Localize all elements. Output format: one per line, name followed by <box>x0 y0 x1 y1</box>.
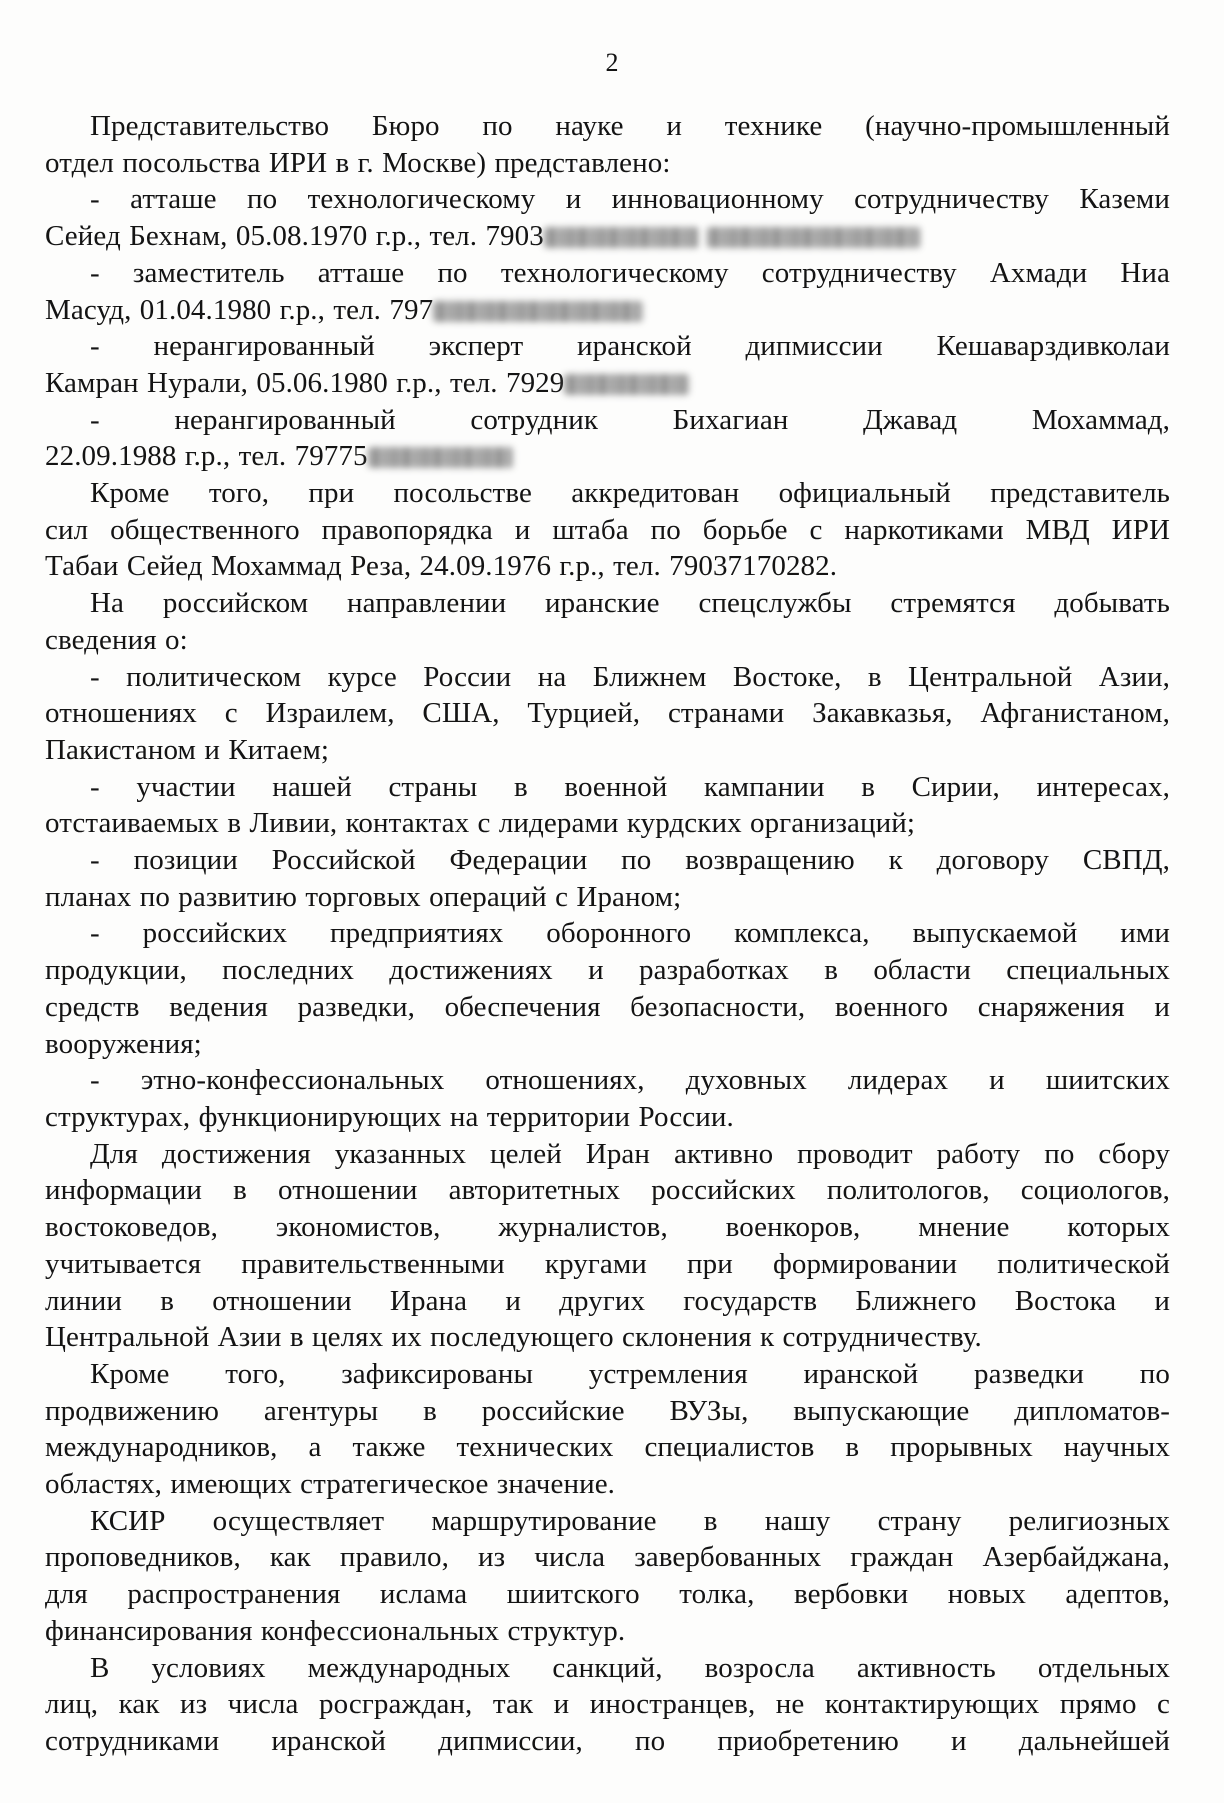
text-line: Для достижения указанных целей Иран активно проводит работу по сбору <box>90 1137 1170 1170</box>
text-line: - этно-конфессиональных отношениях, духовных лидерах и шиитских <box>90 1064 1170 1097</box>
paragraph <box>45 328 1170 401</box>
text-line: продукции, последних достижениях и разработках в области специальных <box>45 954 1170 987</box>
text-line: Масуд, 01.04.1980 г.р., тел. 797 <box>45 292 1170 329</box>
text-line: для распространения ислама шиитского толка, вербовки новых адептов, <box>45 1578 1170 1611</box>
paragraph <box>45 842 1170 915</box>
paragraph <box>45 1356 1170 1503</box>
text-line: 22.09.1988 г.р., тел. 79775 <box>45 438 1170 475</box>
text-line: отдел посольства ИРИ в г. Москве) представлено: <box>45 146 671 179</box>
text-line: востоковедов, экономистов, журналистов, военкоров, мнение которых <box>45 1211 1170 1244</box>
paragraph <box>45 659 1170 769</box>
text-line: отношениях с Израилем, США, Турцией, странами Закавказья, Афганистаном, <box>45 697 1170 730</box>
paragraph <box>45 475 1170 585</box>
text-line: - нерангированный сотрудник Бихагиан Джавад Мохаммад, <box>90 403 1170 436</box>
page-number: 2 <box>605 48 619 77</box>
text-line: проповедников, как правило, из числа завербованных граждан Азербайджана, <box>45 1541 1170 1574</box>
text-line: информации в отношении авторитетных российских политологов, социологов, <box>45 1174 1170 1207</box>
text-line: - заместитель атташе по технологическому сотрудничеству Ахмади Ниа <box>90 256 1170 289</box>
redacted-text <box>564 374 689 395</box>
paragraph <box>45 1503 1170 1650</box>
text-line: - политическом курсе России на Ближнем Востоке, в Центральной Азии, <box>90 660 1170 693</box>
text-line: сведения о: <box>45 623 188 656</box>
paragraph <box>45 769 1170 842</box>
text-line: Сейед Бехнам, 05.08.1970 г.р., тел. 7903 <box>45 218 1170 255</box>
text-line: продвижению агентуры в российские ВУЗы, выпускающие дипломатов- <box>45 1394 1170 1427</box>
redacted-text <box>433 301 643 322</box>
text-line: Кроме того, при посольстве аккредитован официальный представитель <box>90 477 1170 510</box>
text-line: Пакистаном и Китаем; <box>45 733 330 766</box>
text-line: - позиции Российской Федерации по возвращению к договору СВПД, <box>90 844 1170 877</box>
paragraph <box>45 181 1170 254</box>
text-line: отстаиваемых в Ливии, контактах с лидерами курдских организаций; <box>45 807 915 840</box>
text-line: линии в отношении Ирана и других государств Ближнего Востока и <box>45 1284 1170 1317</box>
text-line: Центральной Азии в целях их последующего склонения к сотрудничеству. <box>45 1321 982 1354</box>
text-line: планах по развитию торговых операций с Ираном; <box>45 880 682 913</box>
text-line: учитывается правительственными кругами при формировании политической <box>45 1247 1170 1280</box>
text-line: областях, имеющих стратегическое значение. <box>45 1468 616 1501</box>
text-line: Камран Нурали, 05.06.1980 г.р., тел. 7929 <box>45 365 1170 402</box>
redacted-text <box>368 447 513 468</box>
text-line: международников, а также технических специалистов в прорывных научных <box>45 1431 1170 1464</box>
paragraph <box>45 402 1170 475</box>
text-line: В условиях международных санкций, возросла активность отдельных <box>90 1651 1170 1684</box>
text-line: - российских предприятиях оборонного комплекса, выпускаемой ими <box>90 917 1170 950</box>
redacted-text <box>707 227 920 248</box>
paragraph <box>45 915 1170 1062</box>
text-line: Кроме того, зафиксированы устремления иранской разведки по <box>90 1357 1170 1390</box>
text-line: лиц, как из числа росграждан, так и иностранцев, не контактирующих прямо с <box>45 1688 1170 1721</box>
paragraph <box>45 108 1170 181</box>
redacted-text <box>544 227 699 248</box>
text-line: - нерангированный эксперт иранской дипмиссии Кешаварздивколаи <box>90 330 1170 363</box>
paragraph <box>45 585 1170 658</box>
paragraph <box>45 1650 1170 1760</box>
text-line: - атташе по технологическому и инновационному сотрудничеству Каземи <box>90 183 1170 216</box>
text-line: сил общественного правопорядка и штаба по борьбе с наркотиками МВД ИРИ <box>45 513 1170 546</box>
text-line: структурах, функционирующих на территории России. <box>45 1100 734 1133</box>
text-line: На российском направлении иранские спецслужбы стремятся добывать <box>90 587 1170 620</box>
text-line: вооружения; <box>45 1027 202 1060</box>
paragraph <box>45 255 1170 328</box>
paragraph <box>45 1136 1170 1356</box>
text-line: Представительство Бюро по науке и технике (научно-промышленный <box>90 110 1170 142</box>
text-line: средств ведения разведки, обеспечения безопасности, военного снаряжения и <box>45 990 1170 1023</box>
text-line: сотрудниками иранской дипмиссии, по приобретению и дальнейшей <box>45 1724 1170 1757</box>
text-line: - участии нашей страны в военной кампании в Сирии, интересах, <box>90 770 1170 803</box>
text-line: КСИР осуществляет маршрутирование в нашу страну религиозных <box>90 1504 1170 1537</box>
text-line: финансирования конфессиональных структур. <box>45 1614 626 1647</box>
document-body <box>45 108 1170 1760</box>
paragraph <box>45 1062 1170 1135</box>
text-line: Табаи Сейед Мохаммад Реза, 24.09.1976 г.р., тел. 79037170282. <box>45 550 838 583</box>
